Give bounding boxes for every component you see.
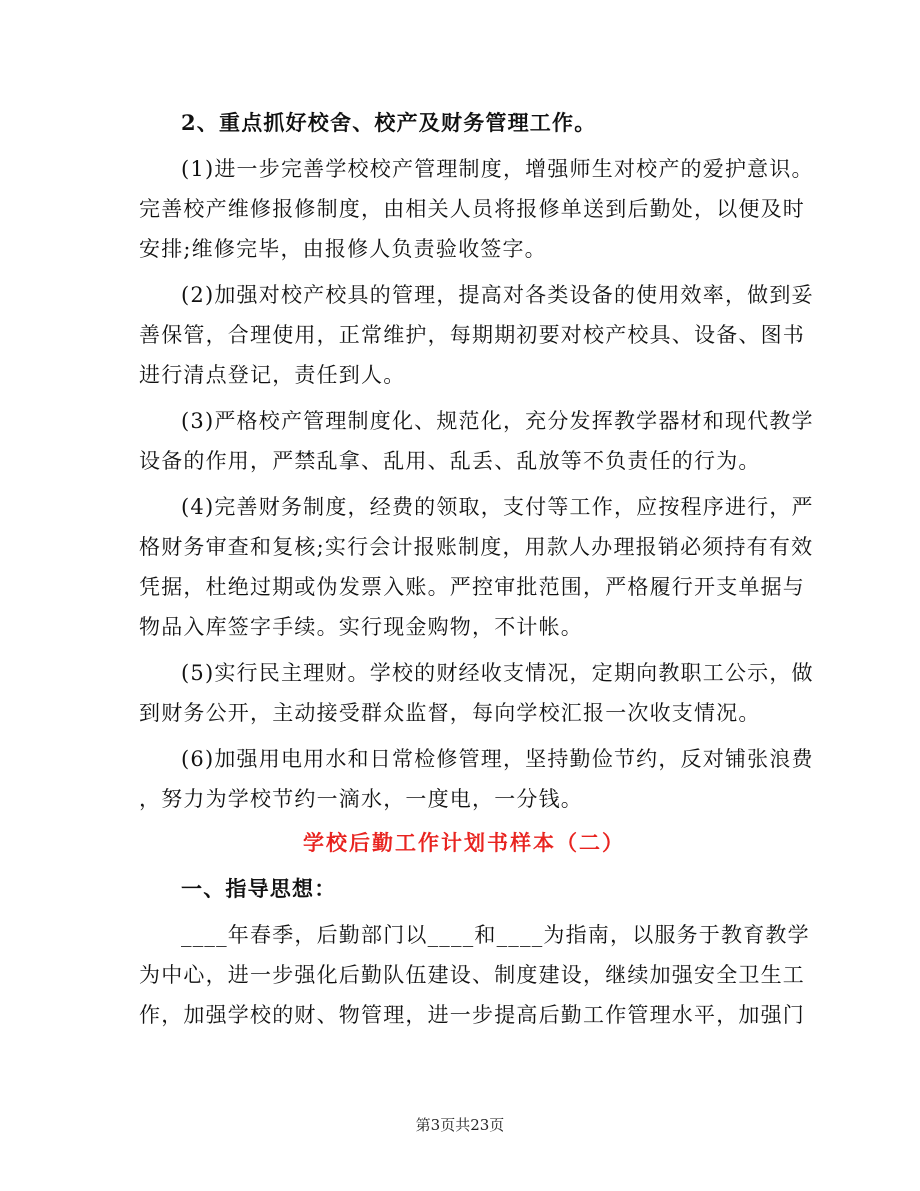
paragraph-line: 设备的作用，严禁乱拿、乱用、乱丢、乱放等不负责任的行为。 xyxy=(139,449,761,473)
page-footer: 第3页共23页 xyxy=(415,1116,505,1134)
paragraph-guiding xyxy=(139,915,810,1035)
paragraph-line: 凭据，杜绝过期或伪发票入账。严控审批范围，严格履行开支单据与 xyxy=(139,575,805,599)
document-body xyxy=(139,103,814,1035)
section-heading-2: 2、重点抓好校舍、校产及财务管理工作。 xyxy=(181,110,597,135)
paragraph-line: (1)进一步完善学校校产管理制度，增强师生对校产的爱护意识。 xyxy=(181,157,814,181)
paragraph-item-4 xyxy=(139,487,814,647)
paragraph-item-6 xyxy=(139,739,814,819)
paragraph-line: (4)完善财务制度，经费的领取，支付等工作，应按程序进行，严 xyxy=(181,495,814,519)
paragraph-line: 格财务审查和复核;实行会计报账制度，用款人办理报销必须持有有效 xyxy=(139,535,814,559)
paragraph-line: (6)加强用电用水和日常检修管理，坚持勤俭节约，反对铺张浪费 xyxy=(181,747,814,771)
subheading-guiding-thought: 一、指导思想： xyxy=(181,876,337,901)
paragraph-line: (3)严格校产管理制度化、规范化，充分发挥教学器材和现代教学 xyxy=(181,409,814,433)
paragraph-line: 进行清点登记，责任到人。 xyxy=(139,363,406,387)
paragraph-line: 作，加强学校的财、物管理，进一步提高后勤工作管理水平，加强门 xyxy=(139,1003,805,1027)
paragraph-line: (5)实行民主理财。学校的财经收支情况，定期向教职工公示，做 xyxy=(181,661,814,685)
paragraph-line: 安排;维修完毕，由报修人负责验收签字。 xyxy=(139,237,547,261)
paragraph-line: 善保管，合理使用，正常维护，每期期初要对校产校具、设备、图书 xyxy=(139,323,805,347)
paragraph-line: 完善校产维修报修制度，由相关人员将报修单送到后勤处，以便及时 xyxy=(139,197,805,221)
paragraph-line: ，努力为学校节约一滴水，一度电，一分钱。 xyxy=(139,787,583,811)
paragraph-item-3 xyxy=(139,401,814,481)
paragraph-item-2 xyxy=(139,275,814,395)
paragraph-line: (2)加强对校产校具的管理，提高对各类设备的使用效率，做到妥 xyxy=(181,283,814,307)
paragraph-line: 到财务公开，主动接受群众监督，每向学校汇报一次收支情况。 xyxy=(139,701,761,725)
section-title: 学校后勤工作计划书样本（二） xyxy=(303,830,625,855)
paragraph-item-1 xyxy=(139,149,814,269)
paragraph-line: 物品入库签字手续。实行现金购物，不计帐。 xyxy=(139,615,583,639)
paragraph-line: ____年春季，后勤部门以____和____为指南，以服务于教育教学 xyxy=(181,923,810,947)
paragraph-item-5 xyxy=(139,653,814,733)
paragraph-line: 为中心，进一步强化后勤队伍建设、制度建设，继续加强安全卫生工 xyxy=(139,963,805,987)
